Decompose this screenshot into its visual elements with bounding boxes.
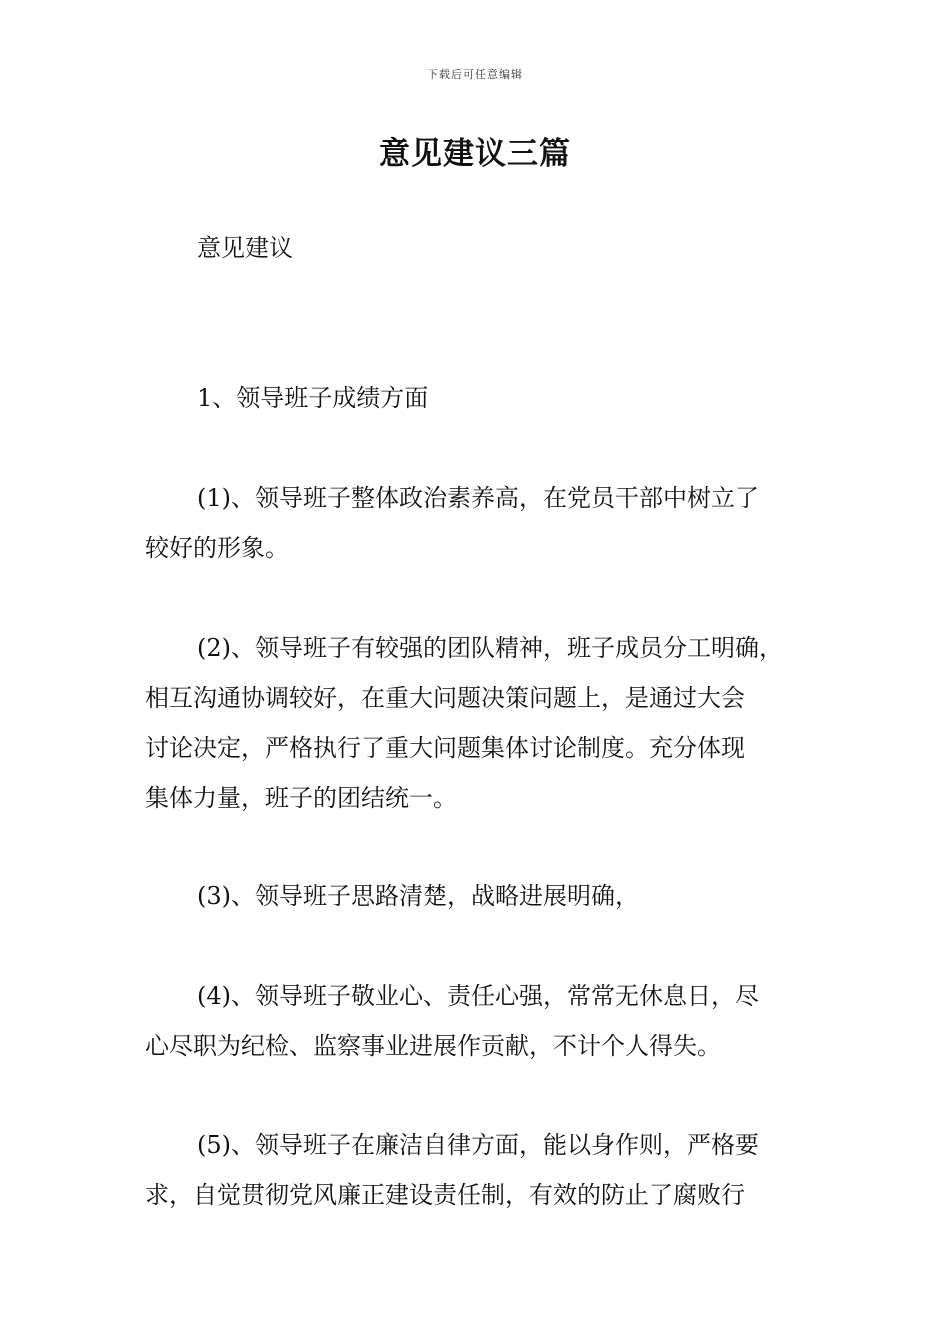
paragraph-line: (3)、领导班子思路清楚，战略进展明确， — [197, 882, 639, 910]
paragraph-line: (4)、领导班子敬业心、责任心强，常常无休息日，尽 — [197, 982, 759, 1010]
paragraph-line: (2)、领导班子有较强的团队精神，班子成员分工明确， — [197, 634, 783, 662]
paragraph-line: (5)、领导班子在廉洁自律方面，能以身作则，严格要 — [197, 1131, 759, 1159]
section-heading: 1、领导班子成绩方面 — [197, 384, 429, 412]
subtitle: 意见建议 — [197, 234, 293, 262]
paragraph-line: 相互沟通协调较好，在重大问题决策问题上，是通过大会 — [145, 684, 745, 712]
paragraph-line: 求，自觉贯彻党风廉正建设责任制，有效的防止了腐败行 — [145, 1181, 745, 1209]
paragraph-line: 集体力量，班子的团结统一。 — [145, 784, 457, 812]
paragraph-line: 心尽职为纪检、监察事业进展作贡献，不计个人得失。 — [145, 1032, 721, 1060]
paragraph-line: 讨论决定，严格执行了重大问题集体讨论制度。充分体现 — [145, 734, 745, 762]
paragraph-line: 较好的形象。 — [145, 534, 289, 562]
header-note: 下载后可任意编辑 — [427, 68, 523, 81]
page-title: 意见建议三篇 — [379, 136, 571, 172]
paragraph-line: (1)、领导班子整体政治素养高，在党员干部中树立了 — [197, 484, 759, 512]
